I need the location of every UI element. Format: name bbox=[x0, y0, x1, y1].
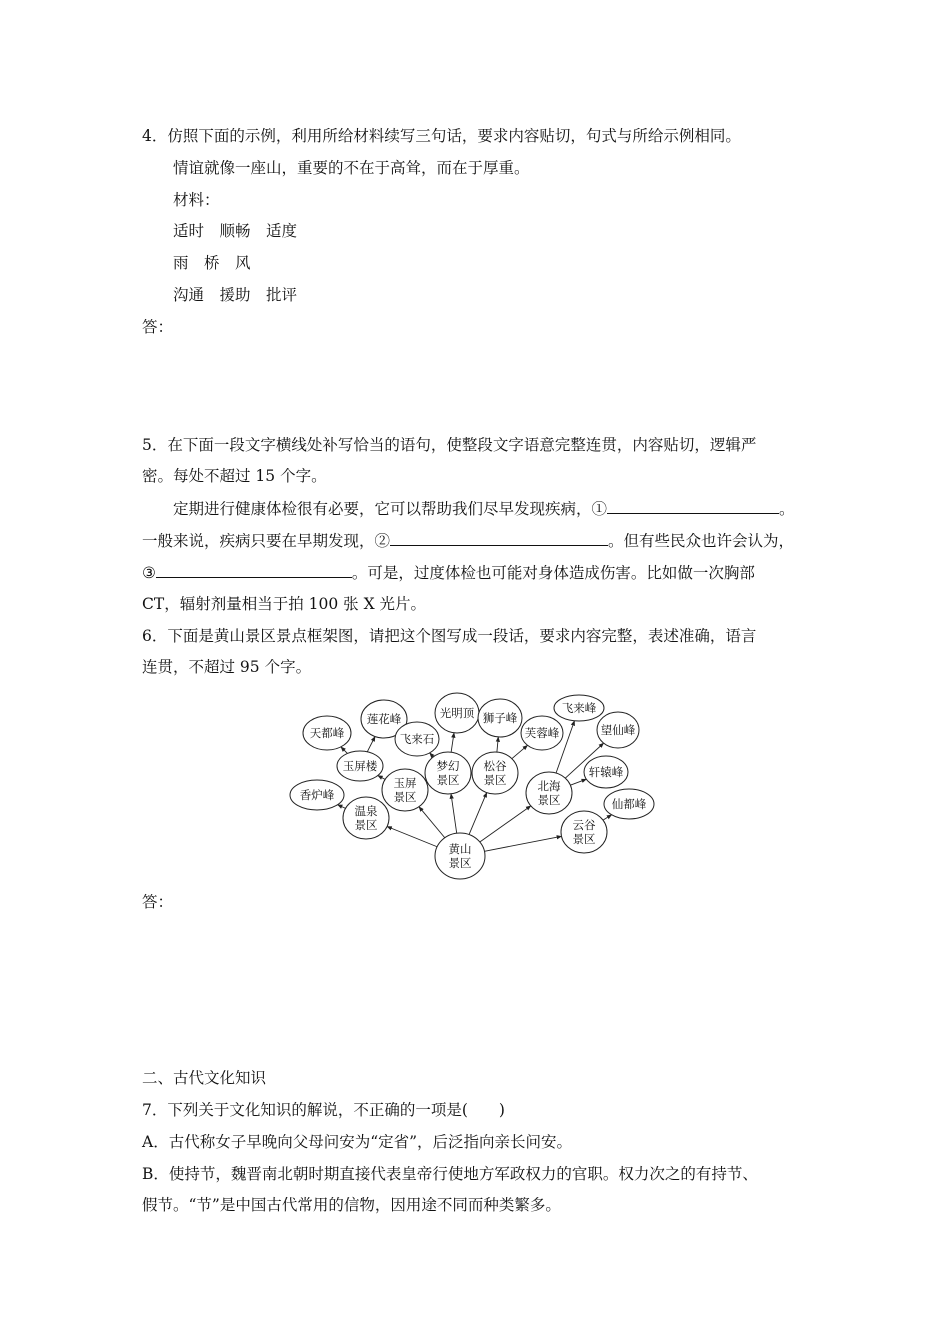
node-yuping bbox=[382, 769, 428, 811]
node-beihai bbox=[526, 772, 572, 814]
node-xuanyuan bbox=[584, 756, 628, 788]
node-tiandu bbox=[303, 716, 351, 750]
node-feilaifeng-label: 飞来峰 bbox=[561, 701, 597, 715]
node-shizi bbox=[478, 699, 522, 737]
q5-p2-end: 。但有些民众也许会认为， bbox=[608, 532, 795, 550]
blank-2[interactable] bbox=[390, 530, 608, 546]
q5-p2-text: 一般来说，疾病只要在早期发现，② bbox=[142, 532, 391, 550]
node-songgu bbox=[472, 752, 518, 794]
q5-paragraph-line3 bbox=[142, 562, 755, 583]
arrow-yupinglou-to-lianhua bbox=[367, 737, 375, 752]
node-lianhua-label: 莲花峰 bbox=[366, 712, 402, 726]
arrow-center-to-yungu bbox=[484, 836, 561, 851]
node-yungu bbox=[561, 811, 607, 853]
blank-3[interactable] bbox=[156, 562, 352, 578]
node-furong bbox=[521, 716, 563, 750]
node-yuping-label: 景区 bbox=[393, 790, 417, 804]
q4-material-row3: 沟通 援助 批评 bbox=[173, 286, 298, 304]
arrow-center-to-menghuan bbox=[451, 794, 457, 833]
node-wangxian bbox=[597, 712, 639, 748]
node-yungu-label: 云谷 bbox=[572, 818, 596, 832]
arrow-menghuan-to-feilaishi bbox=[430, 753, 434, 757]
node-beihai-label: 北海 bbox=[537, 779, 561, 793]
node-center bbox=[435, 833, 485, 879]
q7-option-b-line1: B．使持节，魏晋南北朝时期直接代表皇帝行使地方军政权力的官职。权力次之的有持节、 bbox=[142, 1165, 758, 1183]
node-yupinglou bbox=[337, 751, 383, 781]
node-menghuan bbox=[425, 752, 471, 794]
q4-answer-label: 答： bbox=[142, 318, 174, 336]
huangshan-diagram bbox=[280, 688, 680, 884]
node-tiandu-label: 天都峰 bbox=[309, 726, 345, 740]
node-feilaifeng bbox=[554, 695, 604, 721]
q5-paragraph-line2 bbox=[142, 530, 794, 551]
q7-option-a: A．古代称女子早晚向父母问安为“定省”，后泛指向亲长问安。 bbox=[142, 1133, 573, 1151]
node-furong-label: 芙蓉峰 bbox=[524, 726, 560, 740]
arrow-yupinglou-to-tiandu bbox=[341, 747, 348, 754]
q7-option-b-line2: 假节。“节”是中国古代常用的信物，因用途不同而种类繁多。 bbox=[142, 1196, 561, 1214]
node-guangming bbox=[435, 693, 479, 733]
q4-example: 情谊就像一座山，重要的不在于高耸，而在于厚重。 bbox=[173, 159, 530, 177]
node-menghuan-label: 梦幻 bbox=[436, 759, 460, 773]
node-yungu-label: 景区 bbox=[572, 832, 596, 846]
section2-title: 二、古代文化知识 bbox=[142, 1069, 267, 1087]
node-xuanyuan-label: 轩辕峰 bbox=[588, 765, 624, 779]
q5-p1-end: 。 bbox=[779, 500, 795, 518]
q5-p3-start: ③ bbox=[142, 564, 156, 582]
node-songgu-label: 松谷 bbox=[483, 759, 507, 773]
q4-material-label: 材料： bbox=[173, 191, 220, 209]
node-feilaishi-label: 飞来石 bbox=[399, 732, 435, 746]
arrow-center-to-wenquan bbox=[387, 827, 437, 847]
q4-prompt: 4．仿照下面的示例，利用所给材料续写三句话，要求内容贴切，句式与所给示例相同。 bbox=[142, 127, 741, 145]
arrow-yuping-to-yupinglou bbox=[378, 775, 385, 779]
arrow-songgu-to-furong bbox=[512, 745, 528, 758]
q5-p3-end: 。可是，过度体检也可能对身体造成伤害。比如做一次胸部 bbox=[351, 564, 755, 582]
arrow-center-to-songgu bbox=[469, 793, 487, 835]
node-wangxian-label: 望仙峰 bbox=[600, 723, 636, 737]
node-yupinglou-label: 玉屏楼 bbox=[342, 759, 378, 773]
node-wenquan-label: 温泉 bbox=[354, 804, 378, 818]
q6-prompt-line2: 连贯，不超过 95 个字。 bbox=[142, 658, 312, 676]
node-wenquan-label: 景区 bbox=[354, 818, 378, 832]
arrow-menghuan-to-guangming bbox=[451, 733, 454, 752]
q5-paragraph-line4: CT，辐射剂量相当于拍 100 张 X 光片。 bbox=[142, 595, 427, 613]
blank-1[interactable] bbox=[607, 498, 779, 514]
node-xiandu bbox=[604, 789, 654, 819]
node-xianglu bbox=[290, 780, 344, 810]
arrow-songgu-to-shizi bbox=[497, 737, 498, 752]
node-center-label: 景区 bbox=[448, 856, 472, 870]
node-menghuan-label: 景区 bbox=[436, 773, 460, 787]
node-center-label: 黄山 bbox=[448, 842, 472, 856]
q5-paragraph-line1 bbox=[173, 498, 795, 519]
q5-prompt-line1: 5．在下面一段文字横线处补写恰当的语句，使整段文字语意完整连贯，内容贴切，逻辑严 bbox=[142, 436, 757, 454]
q4-material-row2: 雨 桥 风 bbox=[173, 254, 251, 272]
node-songgu-label: 景区 bbox=[483, 773, 507, 787]
node-guangming-label: 光明顶 bbox=[439, 706, 475, 720]
arrow-beihai-to-xuanyuan bbox=[570, 779, 586, 785]
node-feilaishi bbox=[395, 722, 439, 756]
q6-answer-label: 答： bbox=[142, 893, 174, 911]
arrow-yungu-to-xiandu bbox=[603, 815, 612, 820]
arrow-center-to-yuping bbox=[419, 807, 445, 838]
q5-prompt-line2: 密。每处不超过 15 个字。 bbox=[142, 467, 327, 485]
node-beihai-label: 景区 bbox=[537, 793, 561, 807]
node-shizi-label: 狮子峰 bbox=[482, 711, 518, 725]
node-xianglu-label: 香炉峰 bbox=[299, 788, 335, 802]
q5-p1-text: 定期进行健康体检很有必要，它可以帮助我们尽早发现疾病，① bbox=[173, 500, 608, 518]
q7-prompt: 7．下列关于文化知识的解说，不正确的一项是( ) bbox=[142, 1101, 505, 1119]
arrow-wenquan-to-xianglu bbox=[338, 805, 346, 809]
node-wenquan bbox=[343, 797, 389, 839]
node-yuping-label: 玉屏 bbox=[393, 776, 417, 790]
node-xiandu-label: 仙都峰 bbox=[611, 797, 647, 811]
q6-prompt-line1: 6．下面是黄山景区景点框架图，请把这个图写成一段话，要求内容完整，表述准确，语言 bbox=[142, 627, 757, 645]
q4-material-row1: 适时 顺畅 适度 bbox=[173, 222, 298, 240]
arrow-center-to-beihai bbox=[480, 806, 531, 842]
